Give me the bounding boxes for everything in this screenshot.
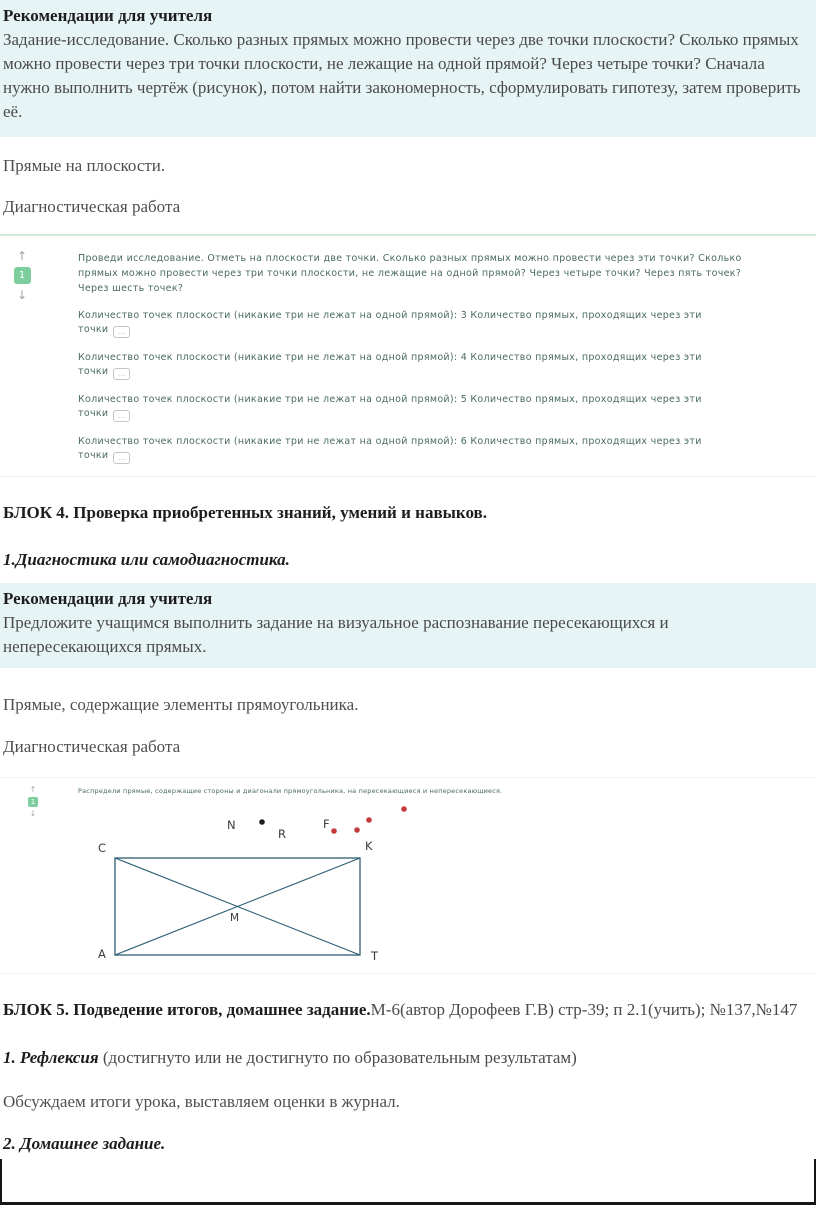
teacher-recommendations-callout-2: [0, 583, 816, 668]
callout-body: Предложите учащимся выполнить задание на визуальное распознавание пересекающихся и непересекающихся прямых.: [3, 613, 669, 656]
vertex-label-a: A: [98, 947, 106, 961]
para-diagnostic-work-2: Диагностическая работа: [3, 737, 181, 756]
exercise-screenshot-1: [0, 234, 816, 477]
red-point-dot[interactable]: [366, 817, 372, 823]
up-arrow-icon[interactable]: ↑: [16, 249, 28, 263]
para-homework-heading: 2. Домашнее задание.: [3, 1134, 166, 1153]
down-arrow-icon[interactable]: ↓: [29, 809, 37, 818]
block4-subheading: 1.Диагностика или самодиагностика.: [3, 550, 290, 569]
question-row-text: Количество точек плоскости (никакие три не лежат на одной прямой): 3 Количество прямых, проходящих через эти точки: [78, 310, 702, 335]
answer-input[interactable]: …: [113, 326, 130, 338]
red-point-dot[interactable]: [354, 827, 360, 833]
vertex-label-k: K: [365, 839, 373, 853]
exercise1-instruction: Проведи исследование. Отметь на плоскости две точки. Сколько разных прямых можно провести через эти точки? Сколько прямых можно провести через три точки плоскости, не лежащие на одной прямой? Через четыре точки? Через пять точек? Через шесть точек?: [78, 253, 742, 294]
question-row-text: Количество точек плоскости (никакие три не лежат на одной прямой): 4 Количество прямых, проходящих через эти точки: [78, 352, 702, 377]
question-row-2: [78, 351, 706, 380]
block5-heading: [3, 998, 816, 1022]
block5-bold-part: БЛОК 5. Подведение итогов, домашнее задание.: [3, 1000, 371, 1019]
answer-input[interactable]: …: [113, 410, 130, 422]
question-row-text: Количество точек плоскости (никакие три не лежат на одной прямой): 6 Количество прямых, проходящих через эти точки: [78, 436, 702, 461]
rectangle-diagram: [85, 801, 525, 963]
exercise2-instruction: Распредели прямые, содержащие стороны и диагонали прямоугольника, на пересекающиеся и непересекающиеся.: [78, 787, 503, 795]
task-navigation-rail: [26, 786, 40, 818]
para-diagnostic-work-1: Диагностическая работа: [3, 197, 181, 216]
question-row-3: [78, 393, 706, 422]
up-arrow-icon[interactable]: ↑: [29, 785, 37, 794]
teacher-recommendations-callout-1: [0, 0, 816, 137]
question-row-text: Количество точек плоскости (никакие три не лежат на одной прямой): 5 Количество прямых, проходящих через эти точки: [78, 394, 702, 419]
red-point-dot[interactable]: [401, 806, 407, 812]
question-row-1: [78, 309, 706, 338]
reflection-line: [3, 1046, 816, 1070]
red-point-dot[interactable]: [331, 828, 337, 834]
reflection-rest: (достигнуто или не достигнуто по образовательным результатам): [98, 1048, 577, 1067]
para-lines-on-plane: Прямые на плоскости.: [3, 156, 166, 175]
reflection-bold-part: 1. Рефлексия: [3, 1048, 99, 1067]
task-number-badge[interactable]: 1: [28, 797, 38, 807]
para-discuss-results: Обсуждаем итоги урока, выставляем оценки в журнал.: [3, 1092, 400, 1111]
question-row-4: [78, 435, 706, 464]
exercise-screenshot-2: [0, 777, 816, 974]
callout-heading: Рекомендации для учителя: [3, 6, 213, 25]
page-border: [0, 1159, 816, 1205]
task-navigation-rail: [10, 250, 34, 301]
black-point-dot[interactable]: [259, 819, 265, 825]
down-arrow-icon[interactable]: ↓: [16, 288, 28, 302]
para-rectangle-elements: Прямые, содержащие элементы прямоугольника.: [3, 695, 359, 714]
callout-body: Задание-исследование. Сколько разных прямых можно провести через две точки плоскости? Сколько прямых можно провести через три точки плоскости, не лежащие на одной прямой? Через четыре точки? Сначала нужно выполнить чертёж (рисунок), потом найти закономерность, сформулировать гипотезу, затем проверить её.: [3, 30, 801, 121]
vertex-label-c: C: [98, 841, 107, 855]
point-label-f: F: [323, 817, 330, 831]
answer-input[interactable]: …: [113, 452, 130, 464]
point-label-n: N: [227, 818, 236, 832]
block4-heading: БЛОК 4. Проверка приобретенных знаний, умений и навыков.: [3, 503, 487, 522]
answer-input[interactable]: …: [113, 368, 130, 380]
block5-homework-ref: М-6(автор Дорофеев Г.В) стр-39; п 2.1(учить); №137,№147: [370, 1000, 798, 1019]
center-label-m: M: [230, 912, 240, 924]
callout-heading: Рекомендации для учителя: [3, 589, 213, 608]
point-label-r: R: [278, 827, 286, 841]
task-number-badge[interactable]: 1: [14, 267, 31, 284]
vertex-label-t: T: [371, 949, 379, 963]
